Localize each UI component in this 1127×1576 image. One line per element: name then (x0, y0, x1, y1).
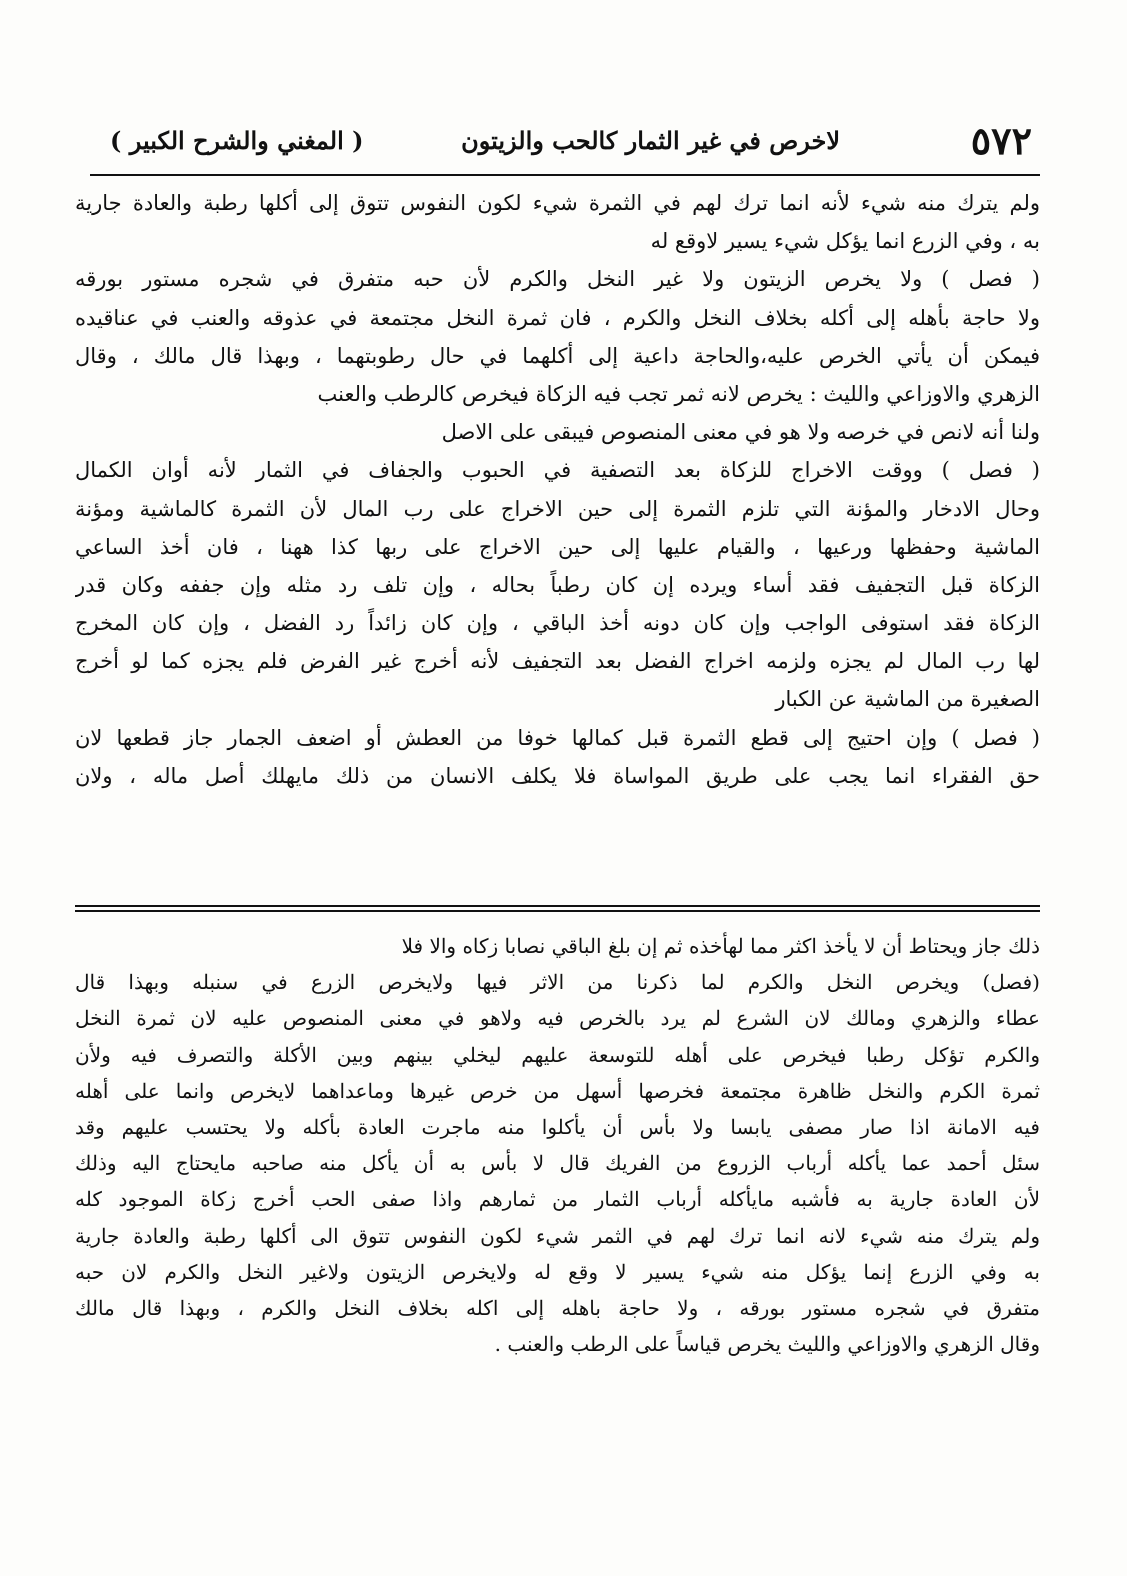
text-line: فيمكن أن يأتي الخرص عليه،والحاجة داعية إلى أكلهما في حال رطوبتهما ، وبهذا قال مالك ، وقال (75, 343, 1040, 368)
commentary-text (75, 928, 1040, 1362)
running-title: لاخرص في غير الثمار كالحب والزيتون (461, 126, 840, 155)
section-separator (75, 905, 1040, 913)
text-line: ولنا أنه لانص في خرصه ولا هو في معنى المنصوص فيبقى على الاصل (441, 420, 1040, 445)
text-line: الزكاة فقد استوفى الواجب وإن كان دونه أخذ الباقي ، وإن كان زائداً رد الفضل ، وإن كان المخرج (75, 611, 1040, 636)
text-line: الصغيرة من الماشية عن الكبار (775, 687, 1040, 712)
text-line: وحال الادخار والمؤنة التي تلزم الثمرة إلى حين الاخراج على رب المال لأن الثمرة كالماشية ومؤنة (75, 496, 1040, 521)
text-line: ( فصل ) ووقت الاخراج للزكاة بعد التصفية في الحبوب والجفاف في الثمار لأنه أوان الكمال (75, 458, 1040, 483)
text-line: ( فصل ) وإن احتيج إلى قطع الثمرة قبل كمالها خوفا من العطش أو اضعف الجمار جاز قطعها لان (75, 725, 1040, 750)
text-line: به ، وفي الزرع انما يؤكل شيء يسير لاوقع له (650, 229, 1040, 254)
text-line: ولم يترك منه شيء لأنه انما ترك لهم في الثمرة شيء لكون النفوس تتوق إلى أكلها رطبة والعادة جارية (75, 191, 1040, 215)
main-text (75, 184, 1040, 795)
text-line: الزكاة قبل التجفيف فقد أساء ويرده إن كان رطباً بحاله ، وإن تلف رد مثله وإن جففه وكان قدر (75, 572, 1040, 597)
text-line: (فصل) ويخرص النخل والكرم لما ذكرنا من الاثر فيها ولايخرص الزرع في سنبله وبهذا قال (75, 970, 1040, 995)
text-line: وقال الزهري والاوزاعي والليث يخرص قياساً على الرطب والعنب . (494, 1332, 1040, 1357)
page-number: ٥٧٢ (970, 118, 1032, 163)
text-line: به وفي الزرع إنما يؤكل منه شيء يسير لا وقع له ولايخرص الزيتون ولاغير النخل والكرم لان حبه (75, 1259, 1040, 1284)
text-line: ولا حاجة بأهله إلى أكله بخلاف النخل والكرم ، فان ثمرة النخل مجتمعة في عذوقه والعنب في عناقيده (75, 305, 1040, 330)
text-line: حق الفقراء انما يجب على طريق المواساة فلا يكلف الانسان من ذلك مايهلك أصل ماله ، ولان (75, 763, 1040, 788)
text-line: الماشية وحفظها ورعيها ، والقيام عليها إلى حين الاخراج على ربها كذا ههنا ، فان أخذ الساعي (75, 534, 1040, 559)
text-line: لها رب المال لم يجزه ولزمه اخراج الفضل بعد التجفيف لأنه أخرج غير الفرض فلم يجزه كما لو أخرج (75, 649, 1040, 674)
book-title: ( المغني والشرح الكبير ) (110, 126, 364, 155)
text-line: والكرم تؤكل رطبا فيخرص على أهله للتوسعة عليهم ليخلي بينهم وبين الأكلة والتصرف فيه ولأن (75, 1042, 1040, 1067)
text-line: ( فصل ) ولا يخرص الزيتون ولا غير النخل والكرم لأن حبه متفرق في شجره مستور بورقه (75, 267, 1040, 292)
text-line: فيه الامانة اذا صار مصفى يابسا ولا بأس أن يأكلوا منه ماجرت العادة بأكله ولا يحتسب عليهم وقد (75, 1114, 1040, 1139)
page-header (90, 118, 1040, 176)
text-line: عطاء والزهري ومالك لان الشرع لم يرد بالخرص فيه ولاهو في معنى المنصوص عليه لان ثمرة النخل (75, 1006, 1040, 1031)
text-line: سئل أحمد عما يأكله أرباب الزروع من الفريك قال لا بأس به أن يأكل منه صاحبه مايحتاج اليه وذلك (75, 1151, 1040, 1176)
text-line: الزهري والاوزاعي والليث : يخرص لانه ثمر تجب فيه الزكاة فيخرص كالرطب والعنب (317, 381, 1040, 406)
text-line: لأن العادة جارية به فأشبه مايأكله أرباب الثمار من ثمارهم واذا صفى الحب أخرج زكاة الموجود كله (75, 1187, 1040, 1212)
text-line: متفرق في شجره مستور بورقه ، ولا حاجة باهله إلى اكله بخلاف النخل والكرم ، وبهذا قال مالك (75, 1295, 1040, 1320)
text-line: ولم يترك منه شيء لانه انما ترك لهم في الثمر شيء لكون النفوس تتوق الى أكلها رطبة والعادة جارية (75, 1223, 1040, 1248)
text-line: ذلك جاز ويحتاط أن لا يأخذ اكثر مما لهأخذه ثم إن بلغ الباقي نصابا زكاه والا فلا (401, 934, 1040, 958)
text-line: ثمرة الكرم والنخل ظاهرة مجتمعة فخرصها أسهل من خرص غيرها وماعداهما لايخرص وانما على أهله (75, 1078, 1040, 1103)
header-rule (90, 174, 1040, 176)
